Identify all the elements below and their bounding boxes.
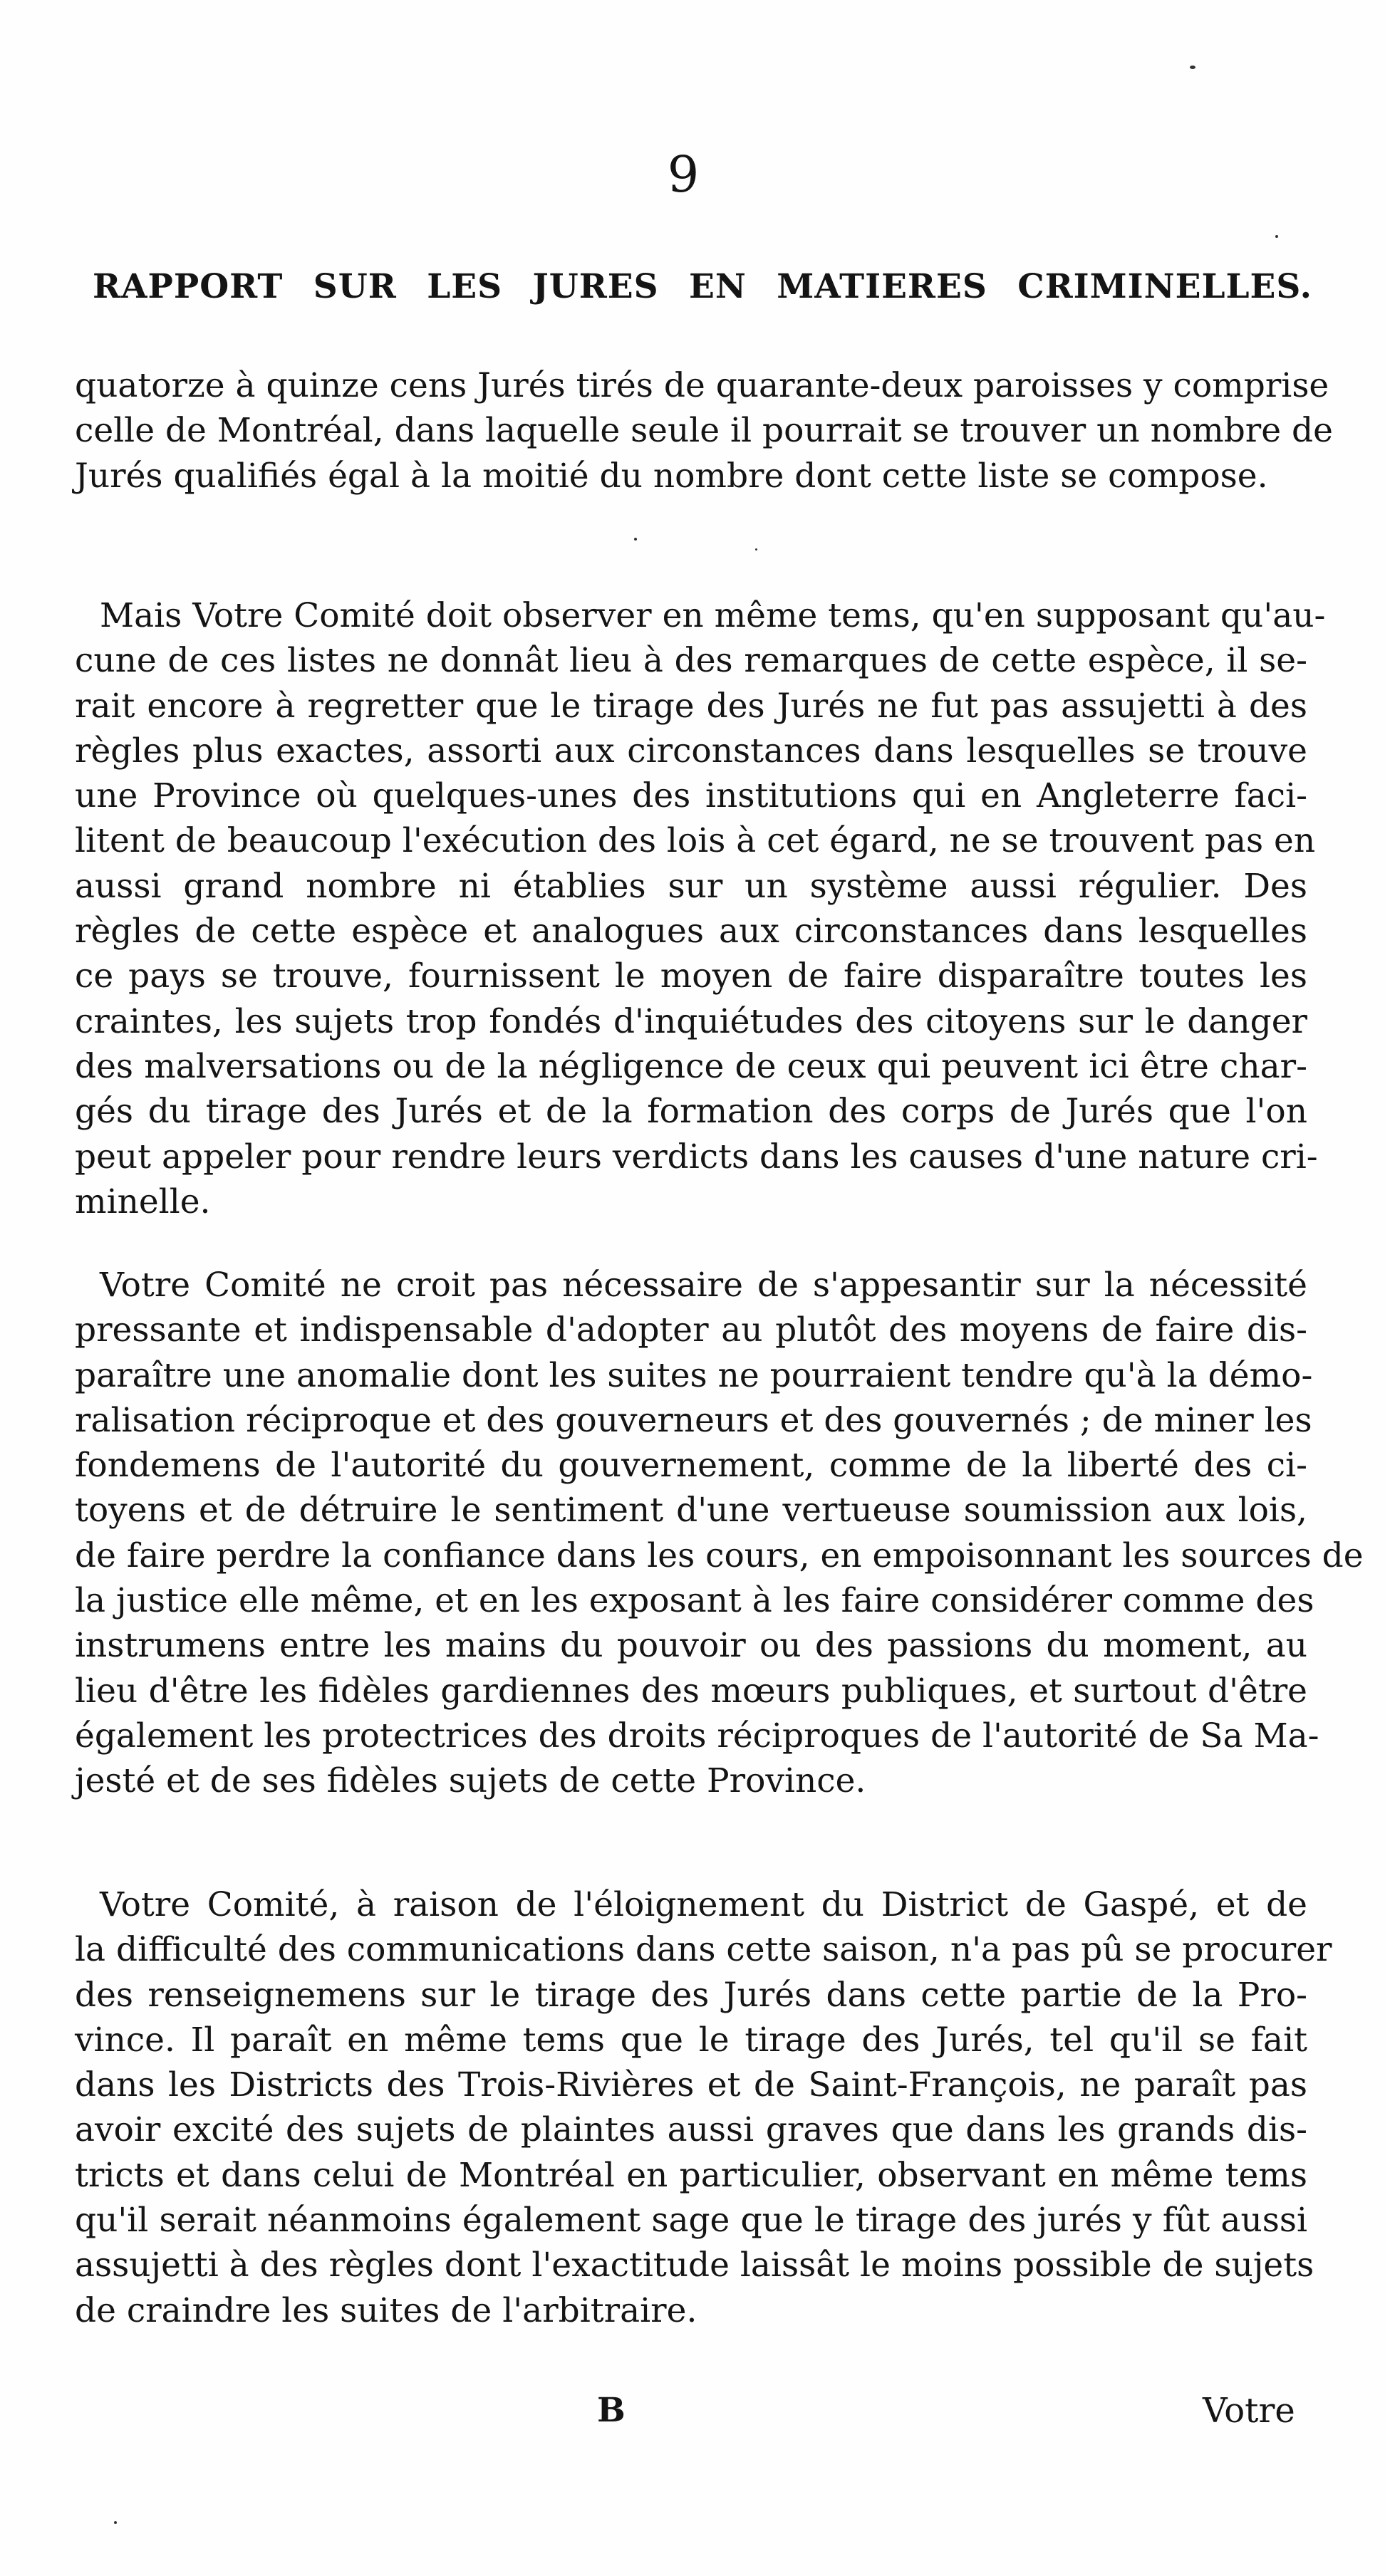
text-line: la difficulté des communications dans cette saison, n'a pas pû se procurer xyxy=(75,1930,1332,1970)
text-line: de craindre les suites de l'arbitraire. xyxy=(75,2290,697,2330)
text-line: vince. Il paraît en même tems que le tirage des Jurés, tel qu'il se fait xyxy=(75,2020,1307,2060)
text-line: des malversations ou de la négligence de ceux qui peuvent ici être char- xyxy=(75,1046,1307,1086)
text-line: lieu d'être les fidèles gardiennes des mœurs publiques, et surtout d'être xyxy=(75,1671,1307,1711)
text-line: qu'il serait néanmoins également sage que le tirage des jurés y fût aussi xyxy=(75,2201,1307,2241)
text-line: des renseignemens sur le tirage des Jurés dans cette partie de la Pro- xyxy=(75,1975,1307,2015)
text-line: tricts et dans celui de Montréal en particulier, observant en même tems xyxy=(75,2155,1307,2195)
text-line: craintes, les sujets trop fondés d'inquiétudes des citoyens sur le danger xyxy=(75,1001,1307,1041)
text-line: ralisation réciproque et des gouverneurs et des gouvernés ; de miner les xyxy=(75,1400,1312,1440)
text-line: Votre Comité, à raison de l'éloignement du District de Gaspé, et de xyxy=(100,1885,1307,1924)
paragraph-3 xyxy=(75,1263,1364,1804)
ink-speck xyxy=(634,538,637,541)
paragraph-2 xyxy=(75,593,1326,1224)
ink-speck xyxy=(114,2521,117,2524)
text-line: paraître une anomalie dont les suites ne pourraient tendre qu'à la démo- xyxy=(75,1355,1313,1395)
ink-speck xyxy=(1190,66,1195,69)
text-line: également les protectrices des droits réciproques de l'autorité de Sa Ma- xyxy=(75,1716,1319,1756)
text-line: dans les Districts des Trois-Rivières et de Saint-François, ne paraît pas xyxy=(75,2065,1307,2105)
text-line: règles plus exactes, assorti aux circonstances dans lesquelles se trouve xyxy=(75,731,1307,771)
text-line: instrumens entre les mains du pouvoir ou des passions du moment, au xyxy=(75,1626,1307,1666)
text-line: cune de ces listes ne donnât lieu à des remarques de cette espèce, il se- xyxy=(75,641,1307,681)
text-line: jesté et de ses fidèles sujets de cette Province. xyxy=(75,1761,866,1801)
page-number: 9 xyxy=(667,145,701,204)
text-line: minelle. xyxy=(75,1182,211,1221)
text-line: fondemens de l'autorité du gouvernement, comme de la liberté des ci- xyxy=(75,1446,1307,1486)
text-line: quatorze à quinze cens Jurés tirés de quarante-deux paroisses y comprise xyxy=(75,366,1329,405)
text-line: une Province où quelques-unes des institutions qui en Angleterre faci- xyxy=(75,776,1307,816)
text-line: assujetti à des règles dont l'exactitude laissât le moins possible de sujets xyxy=(75,2246,1314,2285)
catchword: Votre xyxy=(1203,2391,1295,2431)
text-line: de faire perdre la confiance dans les cours, en empoisonnant les sources de xyxy=(75,1535,1364,1575)
text-line: Jurés qualifiés égal à la moitié du nombre dont cette liste se compose. xyxy=(75,456,1268,496)
text-line: litent de beaucoup l'exécution des lois à cet égard, ne se trouvent pas en xyxy=(75,821,1316,861)
text-line: pressante et indispensable d'adopter au plutôt des moyens de faire dis- xyxy=(75,1310,1307,1350)
signature-mark: B xyxy=(597,2391,626,2430)
ink-speck xyxy=(755,548,757,551)
text-line: Votre Comité ne croit pas nécessaire de s'appesantir sur la nécessité xyxy=(100,1266,1307,1305)
text-line: règles de cette espèce et analogues aux circonstances dans lesquelles xyxy=(75,912,1307,951)
text-line: Mais Votre Comité doit observer en même tems, qu'en supposant qu'au- xyxy=(100,596,1326,635)
text-line: avoir excité des sujets de plaintes aussi graves que dans les grands dis- xyxy=(75,2110,1307,2150)
ink-speck xyxy=(1275,235,1278,238)
text-line: gés du tirage des Jurés et de la formation des corps de Jurés que l'on xyxy=(75,1092,1307,1132)
text-line: la justice elle même, et en les exposant à les faire considérer comme des xyxy=(75,1581,1314,1621)
text-line: celle de Montréal, dans laquelle seule il pourrait se trouver un nombre de xyxy=(75,411,1333,451)
text-line: toyens et de détruire le sentiment d'une vertueuse soumission aux lois, xyxy=(75,1491,1307,1531)
paragraph-4 xyxy=(75,1882,1332,2333)
running-header: RAPPORT SUR LES JURES EN MATIERES CRIMINELLES. xyxy=(93,267,1312,306)
text-line: aussi grand nombre ni établies sur un système aussi régulier. Des xyxy=(75,866,1307,906)
text-line: rait encore à regretter que le tirage des Jurés ne fut pas assujetti à des xyxy=(75,686,1307,726)
paragraph-1 xyxy=(75,363,1333,499)
text-line: ce pays se trouve, fournissent le moyen de faire disparaître toutes les xyxy=(75,956,1307,996)
text-line: peut appeler pour rendre leurs verdicts dans les causes d'une nature cri- xyxy=(75,1137,1318,1177)
